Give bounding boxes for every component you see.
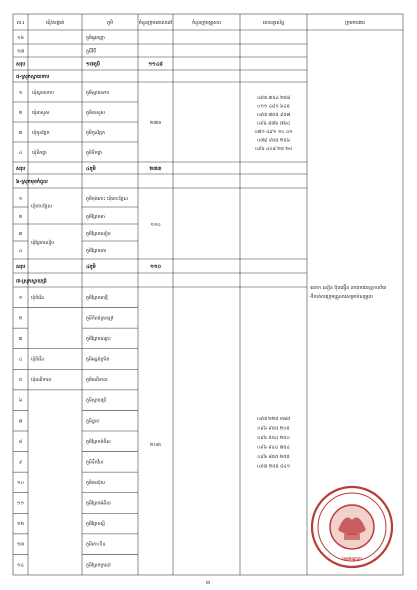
note-line-1: -លោក សៀន ប៊ុនធឿន នាយករងខុទ្ទកាល័យ: [309, 286, 387, 291]
subtotal-count: ២៧៣: [149, 166, 162, 172]
phone-number: ០៩៧ ២២៥ ៣៨៥: [256, 417, 291, 422]
row-no: ៤: [18, 249, 23, 254]
row-village: ភូមិតាសួស: [86, 111, 105, 116]
header-phone: លេខទូរស័ព្ទ: [262, 21, 285, 26]
row-village: ភូមិព្រែកអំពិល: [86, 501, 111, 507]
subtotal-villages: ១៧ភូមិ: [86, 61, 100, 68]
row-commune: ឃុំស្វាយទាប: [32, 91, 54, 96]
row-no: ៣: [18, 232, 23, 237]
header-village: ភូមិ: [106, 21, 114, 26]
note-line-2: -ទីចាត់ការក្រុមគ្រួសារសម្រាប់សម្រួល: [309, 295, 373, 300]
row-no: ៤: [18, 357, 23, 363]
row-no: ១: [18, 91, 23, 96]
row-village: ភូមិព្រែកក្របៅ: [86, 563, 111, 569]
row-no: ១៤: [17, 563, 24, 569]
row-no: ២: [18, 111, 23, 116]
phone-number: ០១១ ៤៨១ ៦៤៥: [257, 104, 290, 110]
phone-number: ០៩៦ ៨៥៥ ២៥៥: [257, 455, 290, 460]
subtotal-label: សរុប: [16, 61, 26, 68]
table-header: [17, 19, 366, 26]
row-village: ភូមិឈើទាល: [86, 378, 108, 384]
subtotal-villages: ៤ភូមិ: [86, 264, 96, 270]
phone-number: ០៩៦ ៨៧៦ ៧៦៤: [256, 121, 291, 127]
phone-number: ០៩៦ ៩៥៥ ២០៥: [257, 426, 290, 432]
row-no: ៤: [18, 151, 23, 156]
row-no: ៩: [18, 460, 23, 466]
row-village: ភូមិព្រែកឈ្មោះ: [86, 337, 112, 343]
row-commune: ឃុំកោះក្អែល: [31, 204, 52, 210]
row-no: ១: [18, 295, 23, 301]
row-village: ភូមិទឹកវិល: [86, 460, 104, 466]
header-registered: ចំនួនក្រុមគ្រួសារ: [192, 21, 221, 26]
district-2-phones: [254, 95, 293, 152]
phone-number: ០៧៨ ៩៥៥ ២៥៦: [257, 138, 290, 144]
district-count: ១១០: [150, 223, 161, 228]
row-village: ភូមិចុងកោះ ឃុំកោះក្អែល: [86, 197, 128, 202]
seal-text: ខេត្តកណ្តាល: [342, 556, 362, 561]
row-no: ១: [18, 197, 23, 202]
subtotal-count: ១១០: [150, 264, 161, 270]
row-village: ភូមិព្រែកកំពឹស: [86, 439, 111, 445]
row-no: ១១: [17, 501, 24, 507]
row-village: ភូមិព្រែកស្តី: [86, 522, 105, 528]
subtotal-label: សរុប: [16, 166, 26, 172]
row-commune: ឃុំចំរើន: [31, 357, 45, 363]
phone-number: ០៩៦ ៥៥៤ ២៥០: [257, 436, 290, 441]
row-no: ១៦: [17, 36, 24, 41]
page-number: ៣: [205, 580, 211, 586]
row-village: ភូមិតាស៊ុយ: [86, 481, 105, 487]
row-no: ១៧: [16, 49, 25, 55]
row-village: ភូមិខ្នាច: [86, 419, 100, 425]
official-seal: [312, 487, 392, 567]
row-village: ភូមិវិថី: [86, 49, 97, 55]
district-4-phones: [257, 416, 291, 470]
row-village: ភូមិព្រែករកា: [86, 249, 107, 254]
row-no: ២: [18, 316, 23, 322]
row-village: ភូមិព្រែកតា: [86, 215, 105, 220]
row-village: ភូមិកូនក្អែក: [86, 131, 105, 136]
row-no: ១៣: [16, 542, 25, 548]
row-no: ៨: [18, 439, 23, 445]
row-village: ភូមិអន្លង់ក្រាំង: [86, 357, 110, 363]
phone-number: ០៩៧ ៣៥៤ ២៥៨: [256, 96, 291, 101]
row-village: ភូមិអូរកញ្ញា: [86, 36, 105, 41]
subtotal-count: ១១៤៨: [148, 61, 163, 68]
phone-number: ០៩៦ ៤០៨ ២៥ ២៤: [254, 147, 293, 152]
row-commune: ឃុំតាសួស: [32, 111, 50, 116]
row-village: ភូមិស្វាយទាប: [86, 91, 110, 96]
row-commune: ឃុំឈើទាល: [31, 378, 52, 384]
row-commune: ឃុំកូនក្អែក: [32, 131, 50, 136]
header-commune: ឃុំ/សង្កាត់: [45, 21, 65, 26]
row-village: ភូមិព្រែកលៀប: [86, 232, 111, 237]
district-4: [16, 278, 291, 569]
row-no: ២: [18, 215, 23, 220]
phone-number: ០៩៣ ២៥៥ ៥៤១: [256, 464, 291, 470]
district-count: ២០៣: [150, 443, 161, 448]
header-no: ល.រ: [16, 21, 25, 26]
committee-note: [309, 284, 387, 300]
row-no: ៣: [18, 131, 23, 136]
row-village: ភូមិកំពង់ស្រឡៅ: [86, 316, 114, 322]
top-rows: [16, 34, 163, 68]
seal-base-icon: [344, 534, 360, 540]
district-count: ២៧៣: [149, 121, 162, 126]
row-commune: ឃុំព្រែកលៀប: [31, 241, 55, 246]
phone-number: ០៩៦ ៩៤៤ ៧៥៤: [257, 445, 290, 451]
subtotal-label: សរុប: [16, 264, 26, 270]
row-no: ៦: [18, 398, 23, 404]
header-targets: ចំនួនក្រុមគោលដៅ: [138, 21, 173, 26]
row-no: ១០: [17, 481, 24, 487]
row-commune: ឃុំទឹកថ្លា: [32, 151, 47, 156]
district-title: ៥-ស្រុកស្វាយទាប: [16, 74, 50, 80]
row-village: ភូមិទឹកថ្លា: [86, 151, 103, 156]
district-2: [16, 74, 293, 172]
row-no: ៥: [18, 378, 23, 384]
row-village: ភូមិកោះចិន: [86, 542, 106, 548]
row-no: ៣: [18, 337, 23, 343]
row-no: ៧: [18, 419, 23, 425]
district-title: ៦-ស្រុកមុខកំពូល: [16, 179, 48, 185]
row-no: ១២: [17, 522, 24, 528]
header-committee: ក្រុមការងារ: [345, 21, 365, 26]
district-4-grid: [13, 308, 138, 555]
row-village: ភូមិព្រែកតាថ្មី: [86, 295, 108, 301]
subtotal-villages: ៤ភូមិ: [86, 166, 96, 172]
phone-number: ០៩៧ ៧៥៥ ៩៥៧: [256, 113, 291, 118]
phone-number: ០៧១ ៤៩១ ១០ ៤១: [254, 130, 293, 135]
row-commune: ឃុំចំរើន: [31, 295, 45, 301]
row-village: ភូមិស្វាយជ្រំ: [86, 398, 107, 404]
district-title: ៧-ស្រុកស្វាយជ្រំ: [16, 278, 47, 285]
